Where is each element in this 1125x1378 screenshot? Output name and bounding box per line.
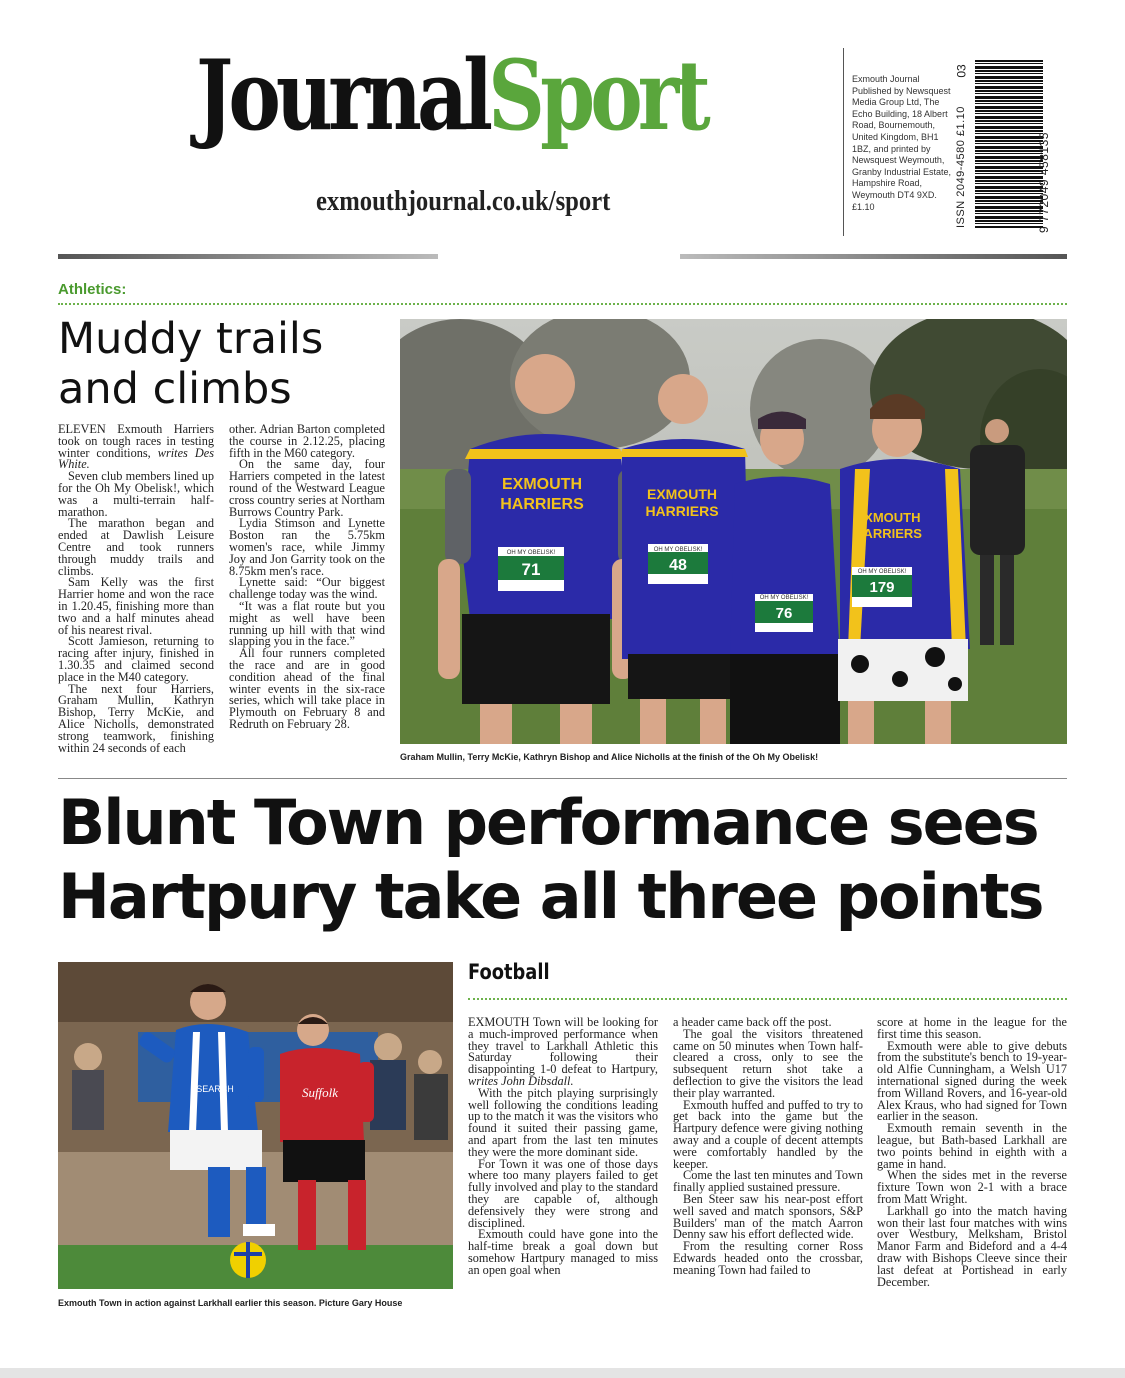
article-paragraph: a header came back off the post. (673, 1015, 832, 1029)
publisher-info: Exmouth Journal Published by Newsquest Media Group Ltd, The Echo Building, 18 Albert Road, Bournemouth, United Kingdom, BH1 1BZ, and printed by Newsquest Weymouth, Granby Industrial Estate, Hampshire Road, Weymouth DT4 9XD. £1.10 (852, 74, 952, 212)
bib-header: OH MY OBELISK! (653, 547, 703, 553)
article-paragraph: When the sides met in the reverse fixture Town won 2-1 with a brace from Matt Wright. (877, 1168, 1067, 1206)
article-paragraph: For Town it was one of those days where too many players failed to get fully involved and play to the standard they are capable of, although defensively they were strong and disciplined. (468, 1156, 658, 1230)
barcode-block (953, 58, 1049, 236)
article-paragraph: Seven club members lined up for the Oh My Obelisk!, which was a multi-terrain half-marathon. (58, 469, 214, 519)
football-headline (58, 786, 1043, 934)
masthead-title (196, 39, 706, 152)
bib-number: 179 (869, 579, 895, 596)
byline: writes Des White. (58, 445, 214, 472)
lead-text: EXMOUTH Town will be looking for a much-improved performance when they travel to Larkhall Athletic this Saturday following their disappointing 1-0 defeat to Hartpury, (468, 1015, 658, 1077)
bib-name: TERRY (667, 577, 689, 583)
article-paragraph: Exmouth huffed and puffed to try to get back into the game but the Hartpury defence were giving nothing away and a couple of decent attempts were comfortably handled by the keeper. (673, 1097, 863, 1171)
athletics-dotted-rule (58, 303, 1067, 305)
barcode-number: 9 772049 458135 (1037, 132, 1051, 233)
athletics-photo-caption: Graham Mullin, Terry McKie, Kathryn Bishop and Alice Nicholls at the finish of the Oh My Obelisk! (400, 752, 819, 762)
shirt-sponsor-red: Suffolk (301, 1085, 339, 1100)
article-paragraph: Scott Jamieson, returning to racing after injury, finished in 1.30.35 and claimed second place in the M40 category. (58, 634, 214, 684)
page-footer-band (0, 1368, 1125, 1378)
bib-header: OH MY OBELISK! (506, 550, 556, 556)
bib-name: GRAHAM (517, 583, 545, 589)
lead-text: ELEVEN Exmouth Harriers took on tough races in testing winter conditions, (58, 422, 214, 460)
article-paragraph: From the resulting corner Ross Edwards headed onto the crossbar, meaning Town had failed to (673, 1239, 863, 1277)
athletics-headline: Muddy trails and climbs (58, 314, 324, 414)
article-paragraph: On the same day, four Harriers competed in the latest round of the Westward League cross country series at Northam Burrows Country Park. (229, 457, 385, 519)
barcode (975, 60, 1043, 228)
byline: writes John Dibsdall. (468, 1073, 574, 1088)
bib-name: ALICE (873, 598, 891, 604)
shirt-sponsor-blue: SEARCH (196, 1084, 234, 1094)
bib-header: OH MY OBELISK! (759, 595, 809, 601)
issue-number: 03 (954, 64, 969, 78)
bib-header: OH MY OBELISK! (857, 569, 907, 575)
article-paragraph: The next four Harriers, Graham Mullin, Kathryn Bishop, Terry McKie, and Alice Nicholls, demonstrated strong teamwork, finishing within 24 seconds of each (58, 681, 214, 755)
athletics-column-1 (58, 424, 214, 754)
football-column-1 (468, 1017, 658, 1277)
article-paragraph: All four runners completed the race and are in good condition ahead of the final winter events in the six-race series, which will take place in Plymouth on February 8 and Redruth on February 28. (229, 646, 385, 731)
section-divider (58, 778, 1067, 779)
article-paragraph: Lynette said: “Our biggest challenge today was the wind. (229, 575, 385, 602)
article-paragraph: Ben Steer saw his near-post effort well saved and match sponsors, S&P Builders' man of the match Aarron Denny saw his effort deflected wide. (673, 1191, 863, 1242)
athletics-section-label: Athletics: (58, 281, 127, 298)
football-dotted-rule (468, 998, 1067, 1000)
athletics-column-2 (229, 424, 385, 731)
shirt-text-2: HARRIERS (645, 503, 719, 519)
article-paragraph: The marathon began and ended at Dawlish Leisure Centre and took runners through muddy trails and climbs. (58, 516, 214, 578)
article-paragraph (468, 1017, 658, 1088)
masthead-sport: Sport (488, 39, 706, 152)
athletics-photo (400, 319, 1067, 744)
issn-price: ISSN 2049-4580 £1.10 (955, 106, 967, 228)
football-section-label: Football (468, 960, 550, 984)
runners-illustration (400, 319, 1067, 744)
article-paragraph: Exmouth remain seventh in the league, but Bath-based Larkhall are two points behind in eighth with a game in hand. (877, 1121, 1067, 1171)
article-paragraph: Sam Kelly was the first Harrier home and won the race in 1.20.45, finishing more than two and a half minutes ahead of his nearest rival. (58, 575, 214, 637)
article-paragraph: “It was a flat route but you might as well have been running up hill with that wind slapping you in the face.” (229, 598, 385, 649)
football-column-2 (673, 1017, 863, 1277)
football-photo-caption: Exmouth Town in action against Larkhall earlier this season. Picture Gary House (58, 1298, 403, 1308)
masthead-rule-left (58, 254, 438, 259)
bib-number: 48 (669, 557, 687, 574)
article-paragraph: The goal the visitors threatened came on 50 minutes when Town half-cleared a cross, only to see the subsequent return shot take a deflection to give the visitors the lead their play warranted. (673, 1026, 863, 1100)
shirt-text-1: EXMOUTH (855, 510, 921, 525)
shirt-text-2: HARRIERS (854, 526, 922, 541)
bib-name: KATHRYN (769, 624, 799, 630)
bib-number: 76 (775, 605, 793, 622)
shirt-text-1: EXMOUTH (502, 476, 582, 493)
article-paragraph: With the pitch playing surprisingly well following the conditions leading up to the match it was the visitors who found it suited their passing game, and apart from the last ten minutes they were the more dominant side. (468, 1085, 658, 1159)
site-url[interactable]: exmouthjournal.co.uk/sport (316, 186, 611, 217)
article-paragraph: Lydia Stimson and Lynette Boston ran the 5.75km women's race, while Jimmy Joy and Jon Garrity took on the 8.75km men's race. (229, 516, 385, 578)
article-paragraph: other. Adrian Barton completed the course in 2.12.25, placing fifth in the M60 category. (229, 422, 385, 460)
shirt-text-2: HARRIERS (500, 496, 584, 513)
masthead-rule-right (680, 254, 1067, 259)
article-paragraph (58, 424, 214, 471)
article-paragraph: Exmouth could have gone into the half-time break a goal down but somehow Hartpury managed to miss an open goal when (468, 1227, 658, 1277)
football-headline-line-2: Hartpury take all three points (58, 860, 1043, 933)
shirt-text-1: EXMOUTH (647, 486, 717, 502)
publisher-divider (843, 48, 844, 236)
article-paragraph: Larkhall go into the match having won their last four matches with wins over Westbury, Melksham, Bristol Manor Farm and Bideford and a 4-4 draw with Bishops Cleeve since their last defeat at Portishead in early December. (877, 1203, 1067, 1289)
football-column-3 (877, 1017, 1067, 1288)
article-paragraph: Come the last ten minutes and Town finally applied sustained pressure. (673, 1168, 863, 1195)
football-headline-line-1: Blunt Town performance sees (58, 786, 1038, 859)
football-illustration (58, 962, 453, 1289)
article-paragraph: score at home in the league for the first time this season. (877, 1015, 1067, 1041)
article-paragraph: Exmouth were able to give debuts from the substitute's bench to 19-year-old Alfie Cunningham, a Welsh U17 international signed during the week from Willand Rovers, and 16-year-old Alex Kraus, who had signed for Town earlier in the season. (877, 1038, 1067, 1124)
bib-number: 71 (521, 560, 541, 579)
football-photo (58, 962, 453, 1289)
masthead-journal: Journal (196, 39, 489, 152)
